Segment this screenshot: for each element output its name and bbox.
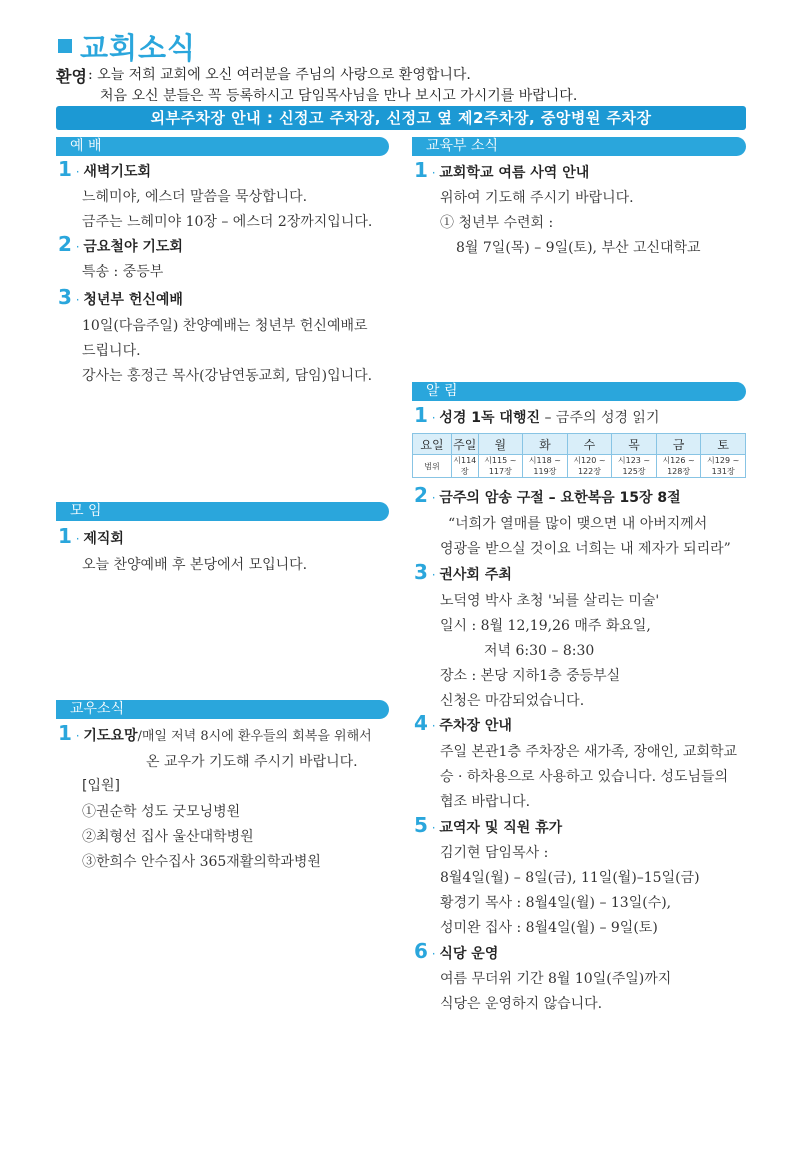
meeting-1-line-1: 오늘 찬양예배 후 본당에서 모입니다. — [82, 557, 308, 573]
welcome-line-2: 처음 오신 분들은 꼭 등록하시고 담임목사님을 만나 보시고 가시기를 바랍니다. — [100, 88, 578, 104]
worship-3-line-3: 강사는 홍정근 목사(강남연동교회, 담임)입니다. — [82, 368, 373, 384]
notice-3-line-1: 노덕영 박사 초청 '뇌를 살리는 미술' — [440, 593, 660, 609]
members-line-2: 온 교우가 기도해 주시기 바랍니다. — [146, 754, 358, 770]
table-header-cell: 주일 — [452, 434, 479, 455]
item-number: 5 — [414, 813, 428, 837]
bullet-dot-icon: · — [71, 293, 84, 307]
table-header-cell: 화 — [523, 434, 568, 455]
education-item-1 — [414, 158, 589, 182]
education-1-line-1: 위하여 기도해 주시기 바랍니다. — [440, 190, 634, 206]
item-number: 4 — [414, 711, 428, 735]
table-row — [413, 455, 746, 478]
members-item-1 — [58, 721, 372, 745]
item-heading: 기도요망 — [83, 728, 138, 744]
notice-4-line-2: 승 · 하차용으로 사용하고 있습니다. 성도님들의 — [440, 769, 729, 785]
hospital-list-item: ③한희수 안수집사 365재활의학과병원 — [82, 854, 321, 870]
item-heading: 교회학교 여름 사역 안내 — [439, 165, 590, 181]
bullet-dot-icon: · — [71, 532, 84, 546]
hospital-list-item: ①권순학 성도 굿모닝병원 — [82, 804, 241, 820]
worship-item-3 — [58, 285, 183, 309]
item-number: 3 — [58, 285, 72, 309]
education-1-line-2: ① 청년부 수련회 : — [440, 215, 554, 231]
education-section-bar: 교육부 소식 — [412, 137, 746, 156]
bible-reading-table — [412, 433, 746, 478]
item-number: 3 — [414, 560, 428, 584]
table-cell: 시126 ~ 128장 — [656, 455, 701, 478]
worship-3-line-1: 10일(다음주일) 찬양예배는 청년부 헌신예배로 — [82, 318, 368, 334]
notice-4-line-3: 협조 바랍니다. — [440, 794, 531, 810]
table-header-row — [413, 434, 746, 455]
item-number: 6 — [414, 939, 428, 963]
notice-4-line-1: 주일 본관1층 주차장은 새가족, 장애인, 교회학교 — [440, 744, 738, 760]
table-cell: 시129 ~ 131장 — [701, 455, 746, 478]
table-cell: 시120 ~ 122장 — [567, 455, 612, 478]
item-number: 1 — [58, 524, 72, 548]
worship-item-2 — [58, 232, 183, 256]
notice-6-line-2: 식당은 운영하지 않습니다. — [440, 996, 603, 1012]
members-line-1-rest: /매일 저녁 8시에 환우들의 회복을 위해서 — [137, 729, 372, 744]
notice-6-line-1: 여름 무더위 기간 8월 10일(주일)까지 — [440, 971, 672, 987]
notice-3-line-3: 저녁 6:30 – 8:30 — [484, 643, 595, 659]
table-cell: 시115 ~ 117장 — [478, 455, 523, 478]
item-heading: 식당 운영 — [439, 946, 499, 962]
notice-item-3 — [414, 560, 512, 584]
bullet-dot-icon: · — [427, 821, 440, 835]
bullet-dot-icon: · — [71, 729, 84, 743]
item-heading: 교역자 및 직원 휴가 — [439, 820, 563, 836]
table-cell: 범위 — [413, 455, 452, 478]
table-header-cell: 토 — [701, 434, 746, 455]
item-heading: 금주의 암송 구절 – 요한복음 15장 8절 — [439, 490, 681, 506]
education-1-line-3: 8월 7일(목) – 9일(토), 부산 고신대학교 — [456, 240, 701, 256]
welcome-label: 환영 — [56, 67, 87, 86]
item-heading: 성경 1독 대행진 — [439, 410, 541, 426]
notice-3-line-2: 일시 : 8월 12,19,26 매주 화요일, — [440, 618, 651, 634]
table-header-cell: 요일 — [413, 434, 452, 455]
table-cell: 시118 ~ 119장 — [523, 455, 568, 478]
worship-1-line-2: 금주는 느헤미야 10장 – 에스더 2장까지입니다. — [82, 214, 373, 230]
page-title: 교회소식 — [80, 31, 197, 65]
bullet-dot-icon: · — [427, 947, 440, 961]
item-heading: 주차장 안내 — [439, 718, 512, 734]
bullet-dot-icon: · — [427, 491, 440, 505]
hospital-subheading: [입원] — [82, 778, 120, 794]
notice-5-line-3: 황경기 목사 : 8월4일(월) – 13일(수), — [440, 895, 672, 911]
notice-3-line-5: 신청은 마감되었습니다. — [440, 693, 585, 709]
item-heading: 금요철야 기도회 — [83, 239, 183, 255]
notice-5-line-1: 김기현 담임목사 : — [440, 845, 549, 861]
notice-item-2 — [414, 483, 681, 507]
item-heading: 새벽기도회 — [83, 164, 151, 180]
worship-section-bar: 예 배 — [56, 137, 389, 156]
bullet-dot-icon: · — [427, 166, 440, 180]
notice-item-1 — [414, 403, 659, 427]
notice-3-line-4: 장소 : 본당 지하1층 중등부실 — [440, 668, 621, 684]
bullet-dot-icon: · — [427, 568, 440, 582]
item-heading: 청년부 헌신예배 — [83, 292, 183, 308]
members-section-bar: 교우소식 — [56, 700, 389, 719]
worship-item-1 — [58, 157, 151, 181]
item-heading: 제직회 — [83, 531, 124, 547]
notice-2-line-2: 영광을 받으실 것이요 너희는 내 제자가 되리라” — [440, 541, 731, 557]
table-header-cell: 월 — [478, 434, 523, 455]
hospital-list-item: ②최형선 집사 울산대학병원 — [82, 829, 254, 845]
bullet-dot-icon: · — [71, 165, 84, 179]
notice-section-bar: 알 림 — [412, 382, 746, 401]
welcome-line-1: : 오늘 저희 교회에 오신 여러분을 주님의 사랑으로 환영합니다. — [88, 67, 471, 83]
table-cell: 시123 ~ 125장 — [612, 455, 657, 478]
worship-1-line-1: 느헤미야, 에스더 말씀을 묵상합니다. — [82, 189, 308, 205]
table-header-cell: 목 — [612, 434, 657, 455]
notice-item-6 — [414, 939, 498, 963]
meeting-item-1 — [58, 524, 124, 548]
parking-banner: 외부주차장 안내 : 신정고 주차장, 신정고 옆 제2주차장, 중앙병원 주차장 — [56, 106, 746, 130]
table-header-cell: 수 — [567, 434, 612, 455]
notice-item-4 — [414, 711, 512, 735]
meeting-section-bar: 모 임 — [56, 502, 389, 521]
notice-5-line-2: 8월4일(월) – 8일(금), 11일(월)–15일(금) — [440, 870, 700, 886]
bullet-dot-icon: · — [427, 411, 440, 425]
notice-2-line-1: “너희가 열매를 많이 맺으면 내 아버지께서 — [448, 516, 708, 532]
worship-2-line-1: 특송 : 중등부 — [82, 264, 164, 280]
item-number: 2 — [414, 483, 428, 507]
item-number: 1 — [414, 403, 428, 427]
item-number: 2 — [58, 232, 72, 256]
table-cell: 시114장 — [453, 456, 477, 476]
item-number: 1 — [58, 721, 72, 745]
worship-3-line-2: 드립니다. — [82, 343, 141, 359]
title-square-icon — [58, 39, 72, 53]
item-heading-rest: – 금주의 성경 읽기 — [540, 410, 660, 426]
item-number: 1 — [414, 158, 428, 182]
item-number: 1 — [58, 157, 72, 181]
table-header-cell: 금 — [656, 434, 701, 455]
item-heading: 권사회 주최 — [439, 567, 512, 583]
notice-5-line-4: 성미완 집사 : 8월4일(월) – 9일(토) — [440, 920, 658, 936]
notice-item-5 — [414, 813, 562, 837]
bullet-dot-icon: · — [71, 240, 84, 254]
bullet-dot-icon: · — [427, 719, 440, 733]
